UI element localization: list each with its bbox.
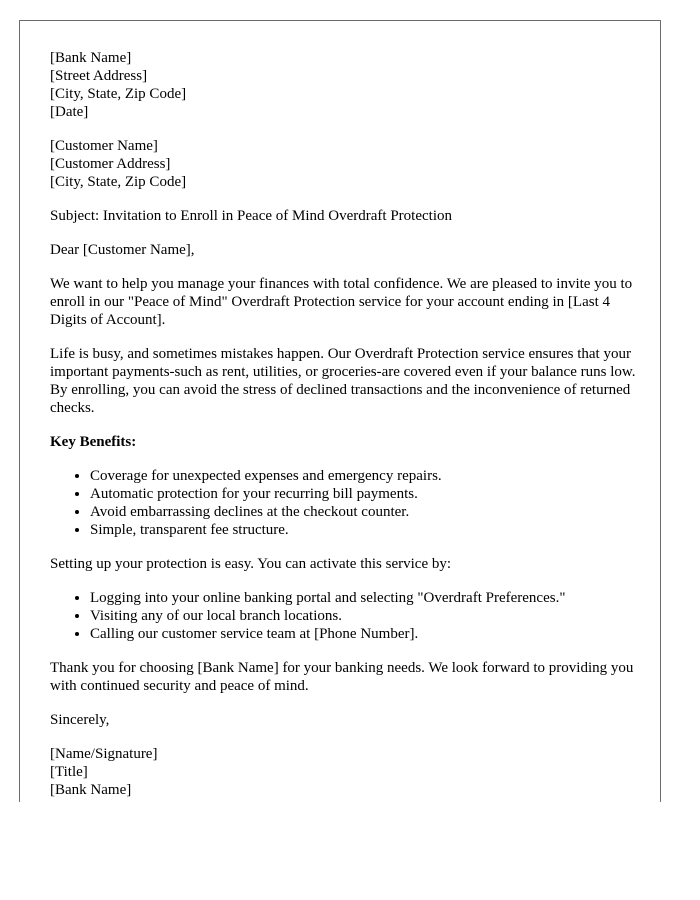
letter-date: [Date]	[50, 104, 89, 120]
sender-city-state-zip: [City, State, Zip Code]	[50, 86, 187, 102]
activation-item: • Calling our customer service team at [Phone Number].	[90, 625, 660, 643]
sign-off: Sincerely,	[50, 712, 110, 728]
benefit-item: • Avoid embarrassing declines at the checkout counter.	[90, 503, 660, 521]
subject-line: Subject: Invitation to Enroll in Peace of Mind Overdraft Protection	[50, 208, 452, 224]
closing-paragraph: Thank you for choosing [Bank Name] for your banking needs. We look forward to providing you with continued security and peace of mind.	[50, 660, 634, 694]
activation-item: • Visiting any of our local branch locations.	[90, 607, 660, 625]
benefits-heading: Key Benefits:	[50, 434, 137, 450]
recipient-address: [Customer Address]	[50, 156, 171, 172]
recipient-name: [Customer Name]	[50, 138, 158, 154]
signature-title: [Title]	[50, 764, 88, 780]
signature-block	[50, 745, 660, 799]
recipient-city-state-zip: [City, State, Zip Code]	[50, 174, 187, 190]
intro-paragraph: We want to help you manage your finances with total confidence. We are pleased to invite you to enroll in our "Peace of Mind" Overdraft Protection service for your account ending in [Last 4 Digits of Account].	[50, 276, 633, 328]
signature-name: [Name/Signature]	[50, 746, 158, 762]
benefit-item: • Coverage for unexpected expenses and emergency repairs.	[90, 467, 660, 485]
activation-item: • Logging into your online banking portal and selecting "Overdraft Preferences."	[90, 589, 660, 607]
benefit-item: • Automatic protection for your recurring bill payments.	[90, 485, 660, 503]
signature-bank: [Bank Name]	[50, 782, 132, 798]
letter-page	[19, 20, 661, 802]
sender-bank-name: [Bank Name]	[50, 50, 132, 66]
sender-street-address: [Street Address]	[50, 68, 148, 84]
recipient-block	[50, 137, 660, 191]
body-paragraph: Life is busy, and sometimes mistakes happen. Our Overdraft Protection service ensures that your important payments-such as rent, utilities, or groceries-are covered even if your balance runs low. By enrolling, you can avoid the stress of declined transactions and the inconvenience of returned checks.	[50, 346, 636, 416]
greeting: Dear [Customer Name],	[50, 242, 195, 258]
benefits-list	[50, 467, 660, 539]
activation-list	[50, 589, 660, 643]
sender-block	[50, 49, 660, 121]
activation-intro: Setting up your protection is easy. You can activate this service by:	[50, 556, 452, 572]
benefit-item: • Simple, transparent fee structure.	[90, 521, 660, 539]
